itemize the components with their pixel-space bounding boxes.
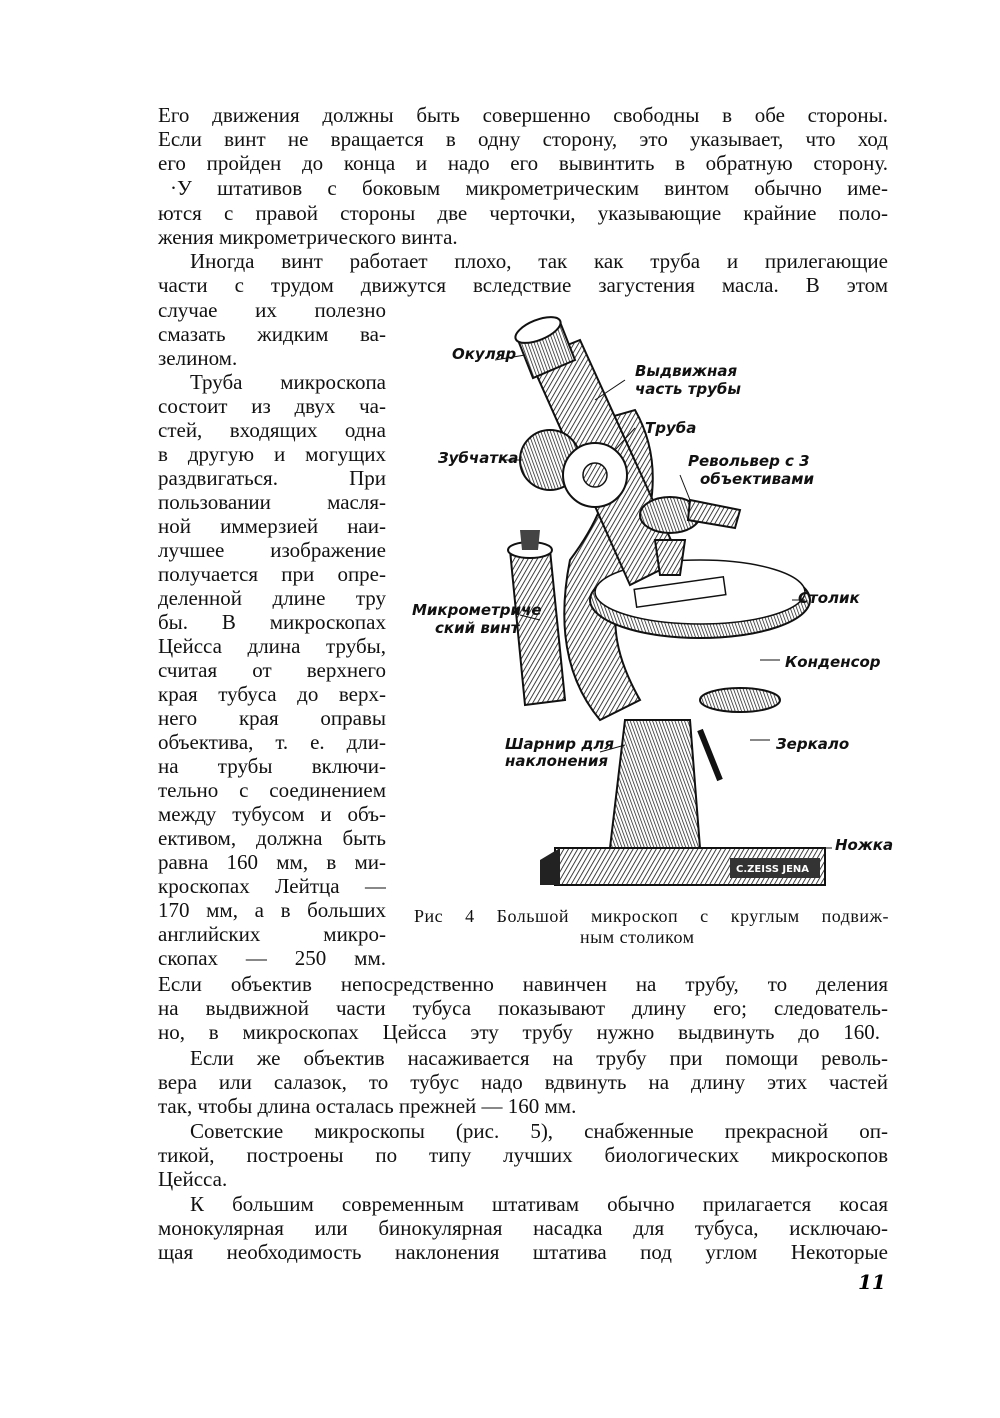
text-line: стей, входящих одна xyxy=(158,418,386,442)
label-rack: Зубчатка xyxy=(438,449,519,467)
text-line: Если же объектив насаживается на трубу при помощи револь- xyxy=(190,1046,888,1070)
text-line: раздвигаться. При xyxy=(158,466,386,490)
text-line: на выдвижной части тубуса показывают длину его; следователь- xyxy=(158,996,888,1020)
text-line: но, в микроскопах Цейсса эту трубу нужно выдвинуть до 160. xyxy=(158,1020,880,1044)
microscope-figure xyxy=(400,300,894,900)
page-number: 11 xyxy=(858,1270,886,1294)
text-line: щая необходимость наклонения штатива под углом Некоторые xyxy=(158,1240,888,1264)
text-line: Его движения должны быть совершенно свободны в обе стороны. xyxy=(158,103,888,127)
text-line: в другую и могущих xyxy=(158,442,386,466)
text-line: на трубы включи- xyxy=(158,754,386,778)
maker-mark: C.ZEISS JENA xyxy=(736,864,810,875)
text-line: жения микрометрического винта. xyxy=(158,225,458,249)
text-line: так, чтобы длина осталась прежней — 160 мм. xyxy=(158,1094,577,1118)
text-line: Если винт не вращается в одну сторону, это указывает, что ход xyxy=(158,127,888,151)
label-hinge: Шарнир для xyxy=(505,735,614,753)
text-line: между тубусом и объ- xyxy=(158,802,386,826)
label-tube: Труба xyxy=(645,419,697,437)
text-line: монокулярная или бинокулярная насадка для тубуса, исключаю- xyxy=(158,1216,888,1240)
label-hinge-2: наклонения xyxy=(505,752,609,770)
label-foot: Ножка xyxy=(835,836,894,854)
text-line: английских микро- xyxy=(158,922,386,946)
text-line: состоит из двух ча- xyxy=(158,394,386,418)
figure-caption: Рис 4 Большой микроскоп с круглым подвиж- xyxy=(414,906,889,926)
text-line: края тубуса до верх- xyxy=(158,682,386,706)
text-line: кроскопах Лейтца — xyxy=(158,874,386,898)
label-micrometer-screw: Микрометриче xyxy=(412,601,542,619)
label-revolver-2: объективами xyxy=(700,470,814,488)
text-line: его пройден до конца и надо его вывинтить в обратную сторону. xyxy=(158,151,888,175)
text-line: К большим современным штативам обычно прилагается косая xyxy=(190,1192,888,1216)
text-line: Цейсса длина трубы, xyxy=(158,634,386,658)
text-line: смазать жидким ва- xyxy=(158,322,386,346)
label-micrometer-screw-2: ский винт xyxy=(435,619,520,637)
text-line: ективом, должна быть xyxy=(158,826,386,850)
text-line: ·У штативов с боковым микрометрическим винтом обычно име- xyxy=(170,176,888,200)
label-ocular: Окуляр xyxy=(452,345,517,363)
text-line: Если объектив непосредственно навинчен на трубу, то деления xyxy=(158,972,888,996)
text-line: Советские микроскопы (рис. 5), снабженные прекрасной оп- xyxy=(190,1119,888,1143)
text-line: лучшее изображение xyxy=(158,538,386,562)
text-line: ной иммерзией наи- xyxy=(158,514,386,538)
text-line: ются с правой стороны две черточки, указывающие крайние поло- xyxy=(158,201,888,225)
text-line: него края оправы xyxy=(158,706,386,730)
label-stage: Столик xyxy=(798,589,860,607)
text-line: Цейсса. xyxy=(158,1167,228,1191)
text-line: считая от верхнего xyxy=(158,658,386,682)
text-line: деленной длине тру xyxy=(158,586,386,610)
text-line: вера или салазок, то тубус надо вдвинуть на длину этих частей xyxy=(158,1070,888,1094)
label-drawtube-2: часть трубы xyxy=(635,380,741,398)
text-line: бы. В микроскопах xyxy=(158,610,386,634)
text-line: части с трудом движутся вследствие загустения масла. В этом xyxy=(158,273,888,297)
figure-caption-2: ным столиком xyxy=(580,927,695,947)
text-line: равна 160 мм, в ми- xyxy=(158,850,386,874)
label-condenser: Конденсор xyxy=(785,653,881,671)
text-line: случае их полезно xyxy=(158,298,386,322)
text-line: Труба микроскопа xyxy=(190,370,386,394)
text-line: получается при опре- xyxy=(158,562,386,586)
text-line: пользовании масля- xyxy=(158,490,386,514)
label-revolver: Револьвер с 3 xyxy=(688,452,810,470)
text-line: тельно с соединением xyxy=(158,778,386,802)
text-line: зелином. xyxy=(158,346,238,370)
label-mirror: Зеркало xyxy=(776,735,850,753)
text-line: объектива, т. е. дли- xyxy=(158,730,386,754)
text-line: 170 мм, а в больших xyxy=(158,898,386,922)
label-drawtube: Выдвижная xyxy=(635,362,738,380)
text-line: скопах — 250 мм. xyxy=(158,946,386,970)
text-line: тикой, построены по типу лучших биологических микроскопов xyxy=(158,1143,888,1167)
text-line: Иногда винт работает плохо, так как труба и прилегающие xyxy=(190,249,888,273)
